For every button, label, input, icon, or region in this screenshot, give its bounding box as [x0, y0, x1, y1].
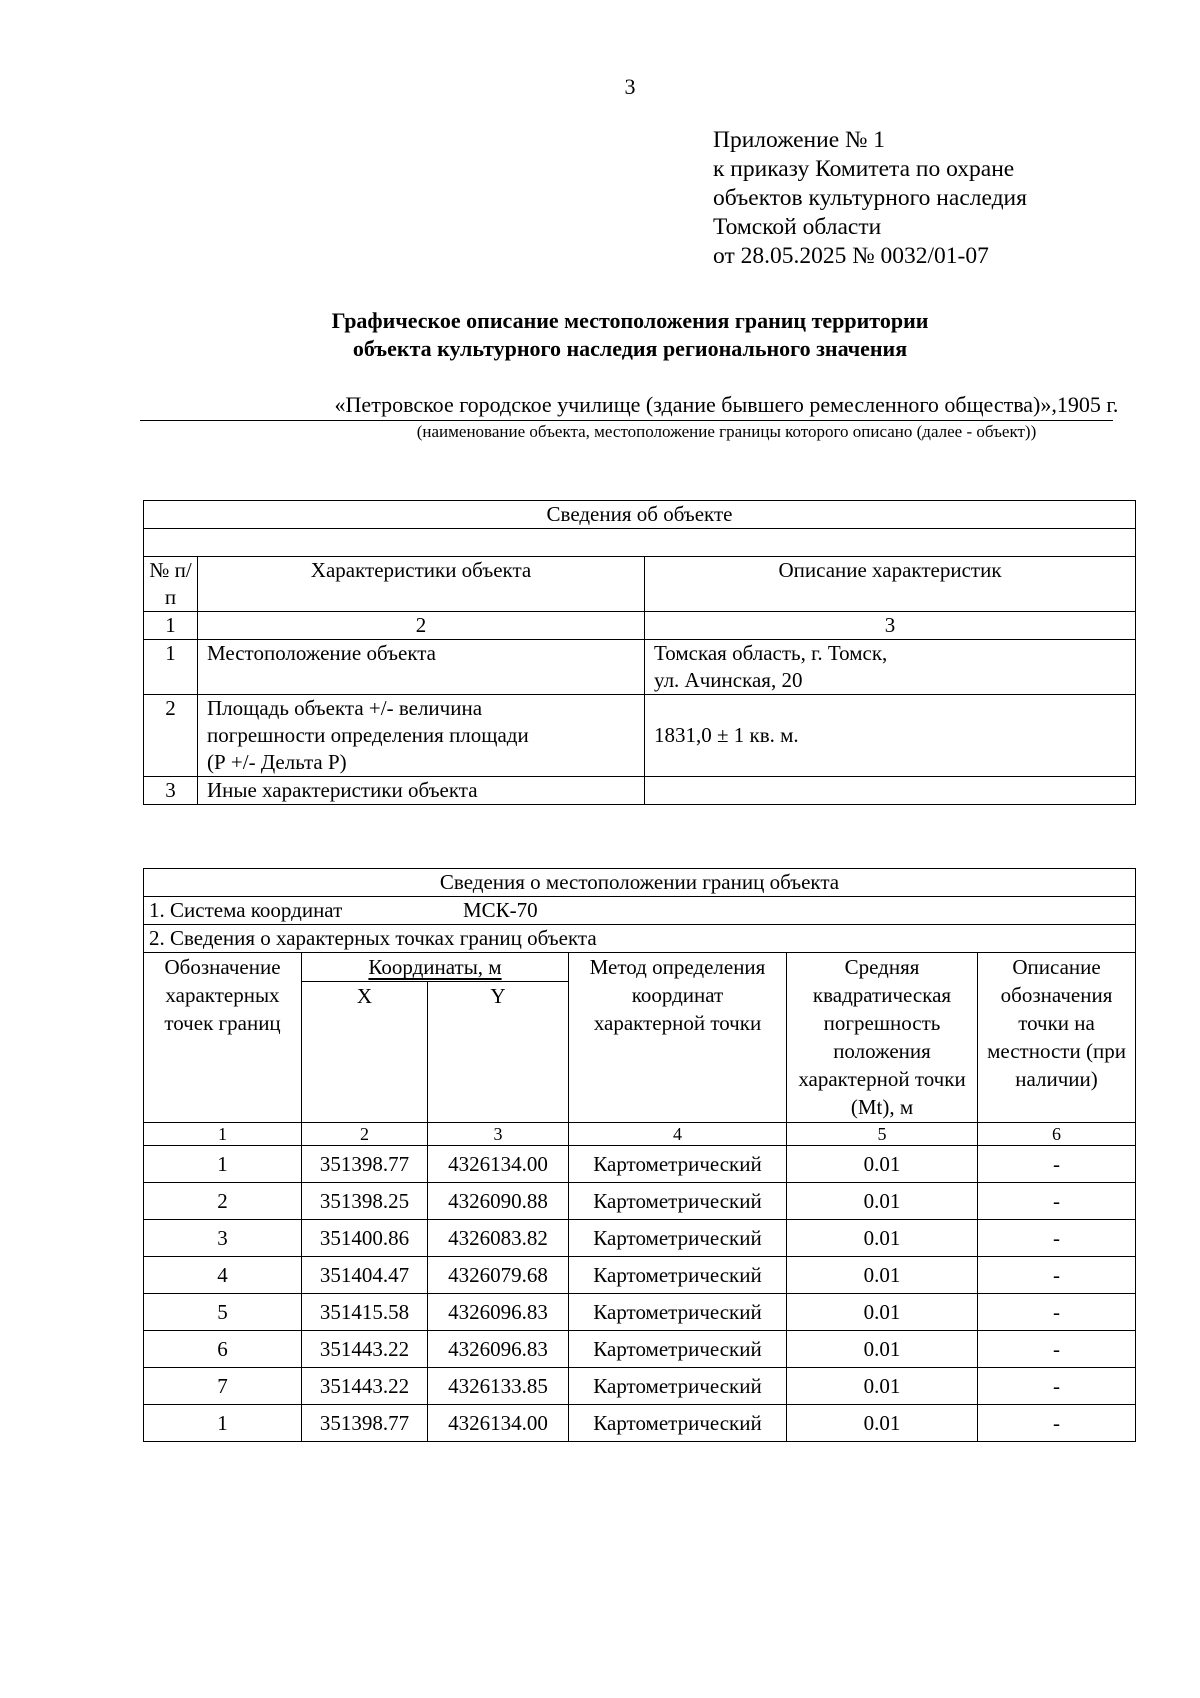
coord-system-cell: [144, 897, 1136, 925]
header-error: Средняя квадратическая погрешность положения характерной точки (Mt), м: [787, 953, 978, 1123]
point-id: 4: [144, 1257, 302, 1294]
header-description: Описание характеристик: [645, 557, 1136, 612]
point-id: 1: [144, 1146, 302, 1183]
point-y: 4326090.88: [428, 1183, 569, 1220]
header-num: № п/п: [144, 557, 198, 612]
characteristic-line: Площадь объекта +/- величина: [207, 696, 483, 720]
appendix-line: объектов культурного наследия: [713, 185, 1027, 211]
point-y: 4326133.85: [428, 1368, 569, 1405]
point-description: -: [978, 1257, 1136, 1294]
point-x: 351400.86: [302, 1220, 428, 1257]
table-row: [144, 1368, 1136, 1405]
row-description: [645, 640, 1136, 695]
point-id: 7: [144, 1368, 302, 1405]
row-description: 1831,0 ± 1 кв. м.: [645, 695, 1136, 777]
col-number: 4: [569, 1123, 787, 1146]
row-num: 2: [144, 695, 198, 777]
table-row: [144, 1146, 1136, 1183]
header-characteristic: Характеристики объекта: [198, 557, 645, 612]
header-method: Метод определения координат характерной точки: [569, 953, 787, 1123]
appendix-block: [713, 126, 1027, 271]
point-error: 0.01: [787, 1368, 978, 1405]
point-error: 0.01: [787, 1183, 978, 1220]
col-number: 6: [978, 1123, 1136, 1146]
point-description: -: [978, 1368, 1136, 1405]
row-description: [645, 777, 1136, 805]
object-caption: (наименование объекта, местоположение границы которого описано (далее - объект)): [416, 422, 1037, 441]
point-error: 0.01: [787, 1331, 978, 1368]
point-description: -: [978, 1405, 1136, 1442]
characteristic-line: погрешности определения площади: [207, 723, 529, 747]
table-row: [144, 1257, 1136, 1294]
document-title: [0, 307, 1200, 363]
point-y: 4326096.83: [428, 1331, 569, 1368]
appendix-line: Томской области: [713, 214, 882, 240]
points-title-row: [144, 925, 1136, 953]
coord-system-row: [144, 897, 1136, 925]
table-row: [144, 777, 1136, 805]
point-description: -: [978, 1183, 1136, 1220]
point-description: -: [978, 1220, 1136, 1257]
point-method: Картометрический: [569, 1220, 787, 1257]
point-y: 4326079.68: [428, 1257, 569, 1294]
table-header-row: [144, 953, 1136, 982]
table-row: [144, 1405, 1136, 1442]
table-title-row: [144, 501, 1136, 529]
point-error: 0.01: [787, 1146, 978, 1183]
table-row: [144, 1220, 1136, 1257]
appendix-line: к приказу Комитета по охране: [713, 156, 1015, 182]
title-line: объекта культурного наследия регионального значения: [352, 336, 908, 361]
object-name-underline: [140, 420, 1113, 421]
point-x: 351443.22: [302, 1368, 428, 1405]
point-method: Картометрический: [569, 1183, 787, 1220]
object-name: «Петровское городское училище (здание бывшего ремесленного общества)»,1905 г.: [334, 392, 1119, 417]
col-number: 5: [787, 1123, 978, 1146]
col-number: 2: [302, 1123, 428, 1146]
col-number: 2: [198, 612, 645, 640]
table-row: [144, 640, 1136, 695]
point-y: 4326134.00: [428, 1405, 569, 1442]
points-title: 2. Сведения о характерных точках границ объекта: [144, 925, 1136, 953]
characteristic-line: (Р +/- Дельта Р): [207, 750, 347, 774]
description-line: ул. Ачинская, 20: [654, 668, 803, 692]
point-x: 351415.58: [302, 1294, 428, 1331]
point-x: 351443.22: [302, 1331, 428, 1368]
table-row: [144, 1183, 1136, 1220]
appendix-line: Приложение № 1: [713, 127, 886, 153]
boundaries-title: Сведения о местоположении границ объекта: [144, 869, 1136, 897]
spacer-cell: [144, 529, 1136, 557]
point-error: 0.01: [787, 1257, 978, 1294]
col-number: 1: [144, 1123, 302, 1146]
header-designation: Обозначение характерных точек границ: [144, 953, 302, 1123]
coord-system-value: МСК-70: [463, 898, 538, 922]
point-method: Картометрический: [569, 1405, 787, 1442]
description-line: Томская область, г. Томск,: [654, 641, 888, 665]
column-number-row: [144, 612, 1136, 640]
col-number: 3: [645, 612, 1136, 640]
points-body: [144, 1146, 1136, 1442]
coord-system-label: 1. Система координат: [149, 898, 343, 922]
header-x: X: [302, 982, 428, 1123]
point-y: 4326096.83: [428, 1294, 569, 1331]
title-line: Графическое описание местоположения границ территории: [331, 308, 929, 333]
point-id: 5: [144, 1294, 302, 1331]
point-error: 0.01: [787, 1220, 978, 1257]
table-row: [144, 695, 1136, 777]
point-y: 4326134.00: [428, 1146, 569, 1183]
boundaries-table: [143, 868, 1136, 1442]
header-coords: Координаты, м: [302, 953, 569, 982]
point-y: 4326083.82: [428, 1220, 569, 1257]
point-method: Картометрический: [569, 1331, 787, 1368]
row-num: 1: [144, 640, 198, 695]
point-id: 3: [144, 1220, 302, 1257]
row-characteristic: Иные характеристики объекта: [198, 777, 645, 805]
page-number: 3: [624, 74, 636, 99]
object-info-title: Сведения об объекте: [144, 501, 1136, 529]
row-characteristic: [198, 695, 645, 777]
point-description: -: [978, 1146, 1136, 1183]
table-header-row: [144, 557, 1136, 612]
object-info-table: [143, 500, 1136, 805]
table-spacer-row: [144, 529, 1136, 557]
point-method: Картометрический: [569, 1146, 787, 1183]
col-number: 1: [144, 612, 198, 640]
point-id: 1: [144, 1405, 302, 1442]
point-x: 351404.47: [302, 1257, 428, 1294]
point-x: 351398.25: [302, 1183, 428, 1220]
point-method: Картометрический: [569, 1257, 787, 1294]
point-method: Картометрический: [569, 1294, 787, 1331]
row-num: 3: [144, 777, 198, 805]
table-title-row: [144, 869, 1136, 897]
point-description: -: [978, 1294, 1136, 1331]
point-error: 0.01: [787, 1294, 978, 1331]
point-description: -: [978, 1331, 1136, 1368]
point-id: 2: [144, 1183, 302, 1220]
row-characteristic: Местоположение объекта: [198, 640, 645, 695]
point-id: 6: [144, 1331, 302, 1368]
table-row: [144, 1331, 1136, 1368]
point-x: 351398.77: [302, 1146, 428, 1183]
table-row: [144, 1294, 1136, 1331]
point-error: 0.01: [787, 1405, 978, 1442]
header-description: Описание обозначения точки на местности (при наличии): [978, 953, 1136, 1123]
point-method: Картометрический: [569, 1368, 787, 1405]
appendix-line: от 28.05.2025 № 0032/01-07: [713, 243, 989, 269]
col-number: 3: [428, 1123, 569, 1146]
column-number-row: [144, 1123, 1136, 1146]
header-y: Y: [428, 982, 569, 1123]
point-x: 351398.77: [302, 1405, 428, 1442]
